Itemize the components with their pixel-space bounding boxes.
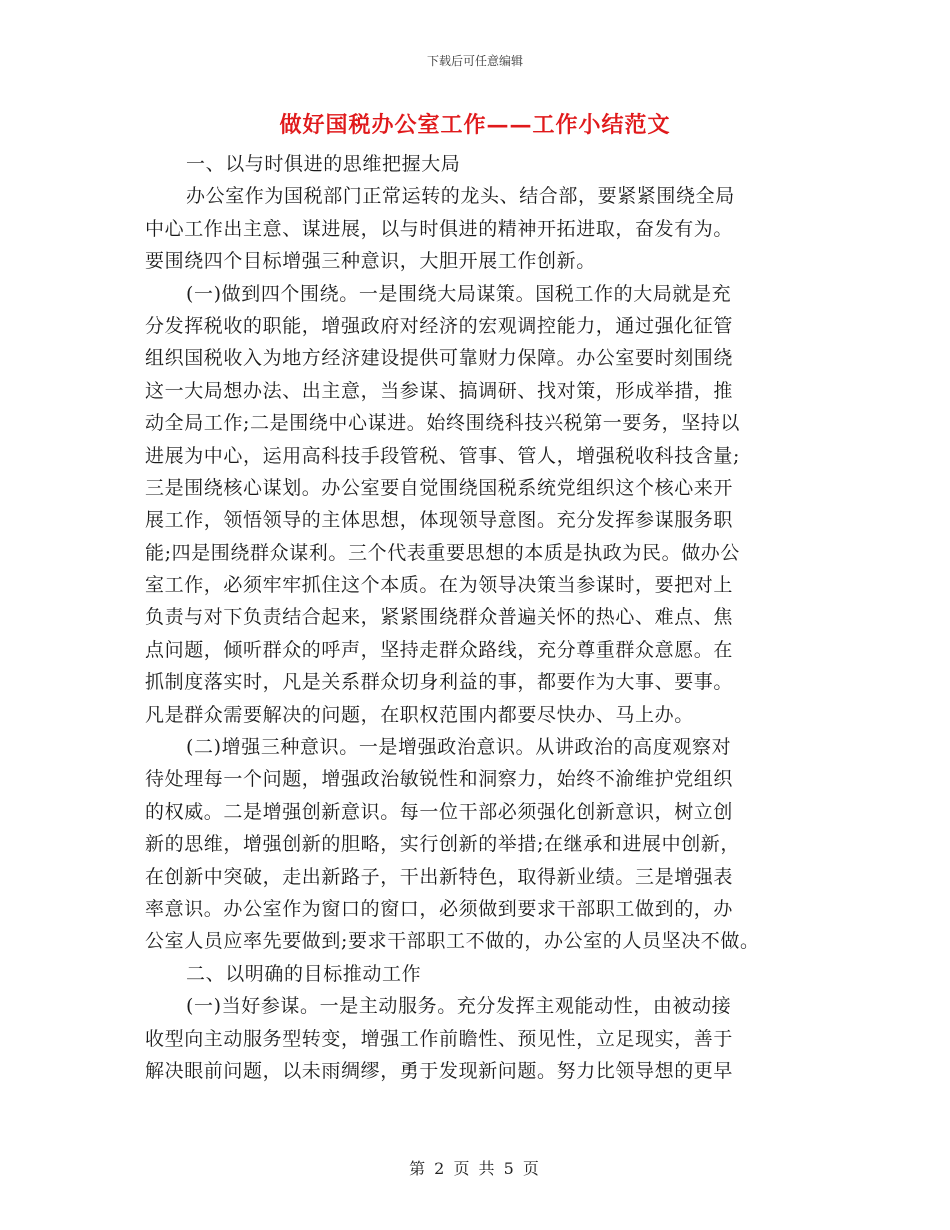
body-text-line: 室工作，必须牢牢抓住这个本质。在为领导决策当参谋时，要把对上: [145, 574, 734, 597]
body-text-line: 率意识。办公室作为窗口的窗口，必须做到要求干部职工做到的，办: [145, 897, 734, 920]
body-text-line: 公室人员应率先要做到;要求干部职工不做的，办公室的人员坚决不做。: [145, 930, 760, 953]
body-text-line: 凡是群众需要解决的问题，在职权范围内都要尽快办、马上办。: [145, 703, 694, 726]
body-text-line: 待处理每一个问题，增强政治敏锐性和洞察力，始终不渝维护党组织: [145, 768, 734, 791]
document-title: 做好国税办公室工作——工作小结范文: [279, 112, 671, 138]
body-text-line: 的权威。二是增强创新意识。每一位干部必须强化创新意识，树立创: [145, 800, 734, 823]
body-text-line: 三是围绕核心谋划。办公室要自觉围绕国税系统党组织这个核心来开: [145, 476, 734, 499]
page-header-note: 下载后可任意编辑: [426, 54, 523, 68]
body-text-line: 负责与对下负责结合起来，紧紧围绕群众普遍关怀的热心、难点、焦: [145, 606, 734, 629]
body-text-line: 组织国税收入为地方经济建设提供可靠财力保障。办公室要时刻围绕: [145, 347, 734, 370]
body-text-line: 办公室作为国税部门正常运转的龙头、结合部，要紧紧围绕全局: [186, 185, 735, 208]
body-text-line: 要围绕四个目标增强三种意识，大胆开展工作创新。: [145, 250, 596, 273]
body-text-line: 中心工作出主意、谋进展，以与时俱进的精神开拓进取，奋发有为。: [145, 217, 734, 240]
body-text-line: 抓制度落实时，凡是关系群众切身利益的事，都要作为大事、要事。: [145, 671, 734, 694]
document-body: [145, 148, 810, 1087]
body-text-line: 解决眼前问题，以未雨绸缪，勇于发现新问题。努力比领导想的更早: [145, 1059, 734, 1082]
body-text-line: 展工作，领悟领导的主体思想，体现领导意图。充分发挥参谋服务职: [145, 509, 734, 532]
page-number: 第 2 页 共 5 页: [409, 1159, 541, 1178]
body-text-line: 分发挥税收的职能，增强政府对经济的宏观调控能力，通过强化征管: [145, 314, 734, 337]
body-text-line: (二)增强三种意识。一是增强政治意识。从讲政治的高度观察对: [186, 736, 732, 759]
body-text-line: 进展为中心，运用高科技手段管税、管事、管人，增强税收科技含量;: [145, 444, 741, 467]
body-text-line: 新的思维，增强创新的胆略，实行创新的举措;在继承和进展中创新，: [145, 833, 741, 856]
body-text-line: 在创新中突破，走出新路子，干出新特色，取得新业绩。三是增强表: [145, 865, 734, 888]
body-text-line: 动全局工作;二是围绕中心谋进。始终围绕科技兴税第一要务，坚持以: [145, 412, 741, 435]
body-text-line: 能;四是围绕群众谋利。三个代表重要思想的本质是执政为民。做办公: [145, 541, 741, 564]
body-text-line: 这一大局想办法、出主意，当参谋、搞调研、找对策，形成举措，推: [145, 379, 734, 402]
body-text-line: (一)做到四个围绕。一是围绕大局谋策。国税工作的大局就是充: [186, 282, 732, 305]
body-text-line: 一、以与时俱进的思维把握大局: [186, 153, 461, 175]
body-text-line: 二、以明确的目标推动工作: [186, 962, 422, 985]
body-text-line: (一)当好参谋。一是主动服务。充分发挥主观能动性，由被动接: [186, 995, 732, 1018]
body-text-line: 点问题，倾听群众的呼声，坚持走群众路线，充分尊重群众意愿。在: [145, 638, 734, 661]
body-text-line: 收型向主动服务型转变，增强工作前瞻性、预见性，立足现实，善于: [145, 1027, 734, 1050]
